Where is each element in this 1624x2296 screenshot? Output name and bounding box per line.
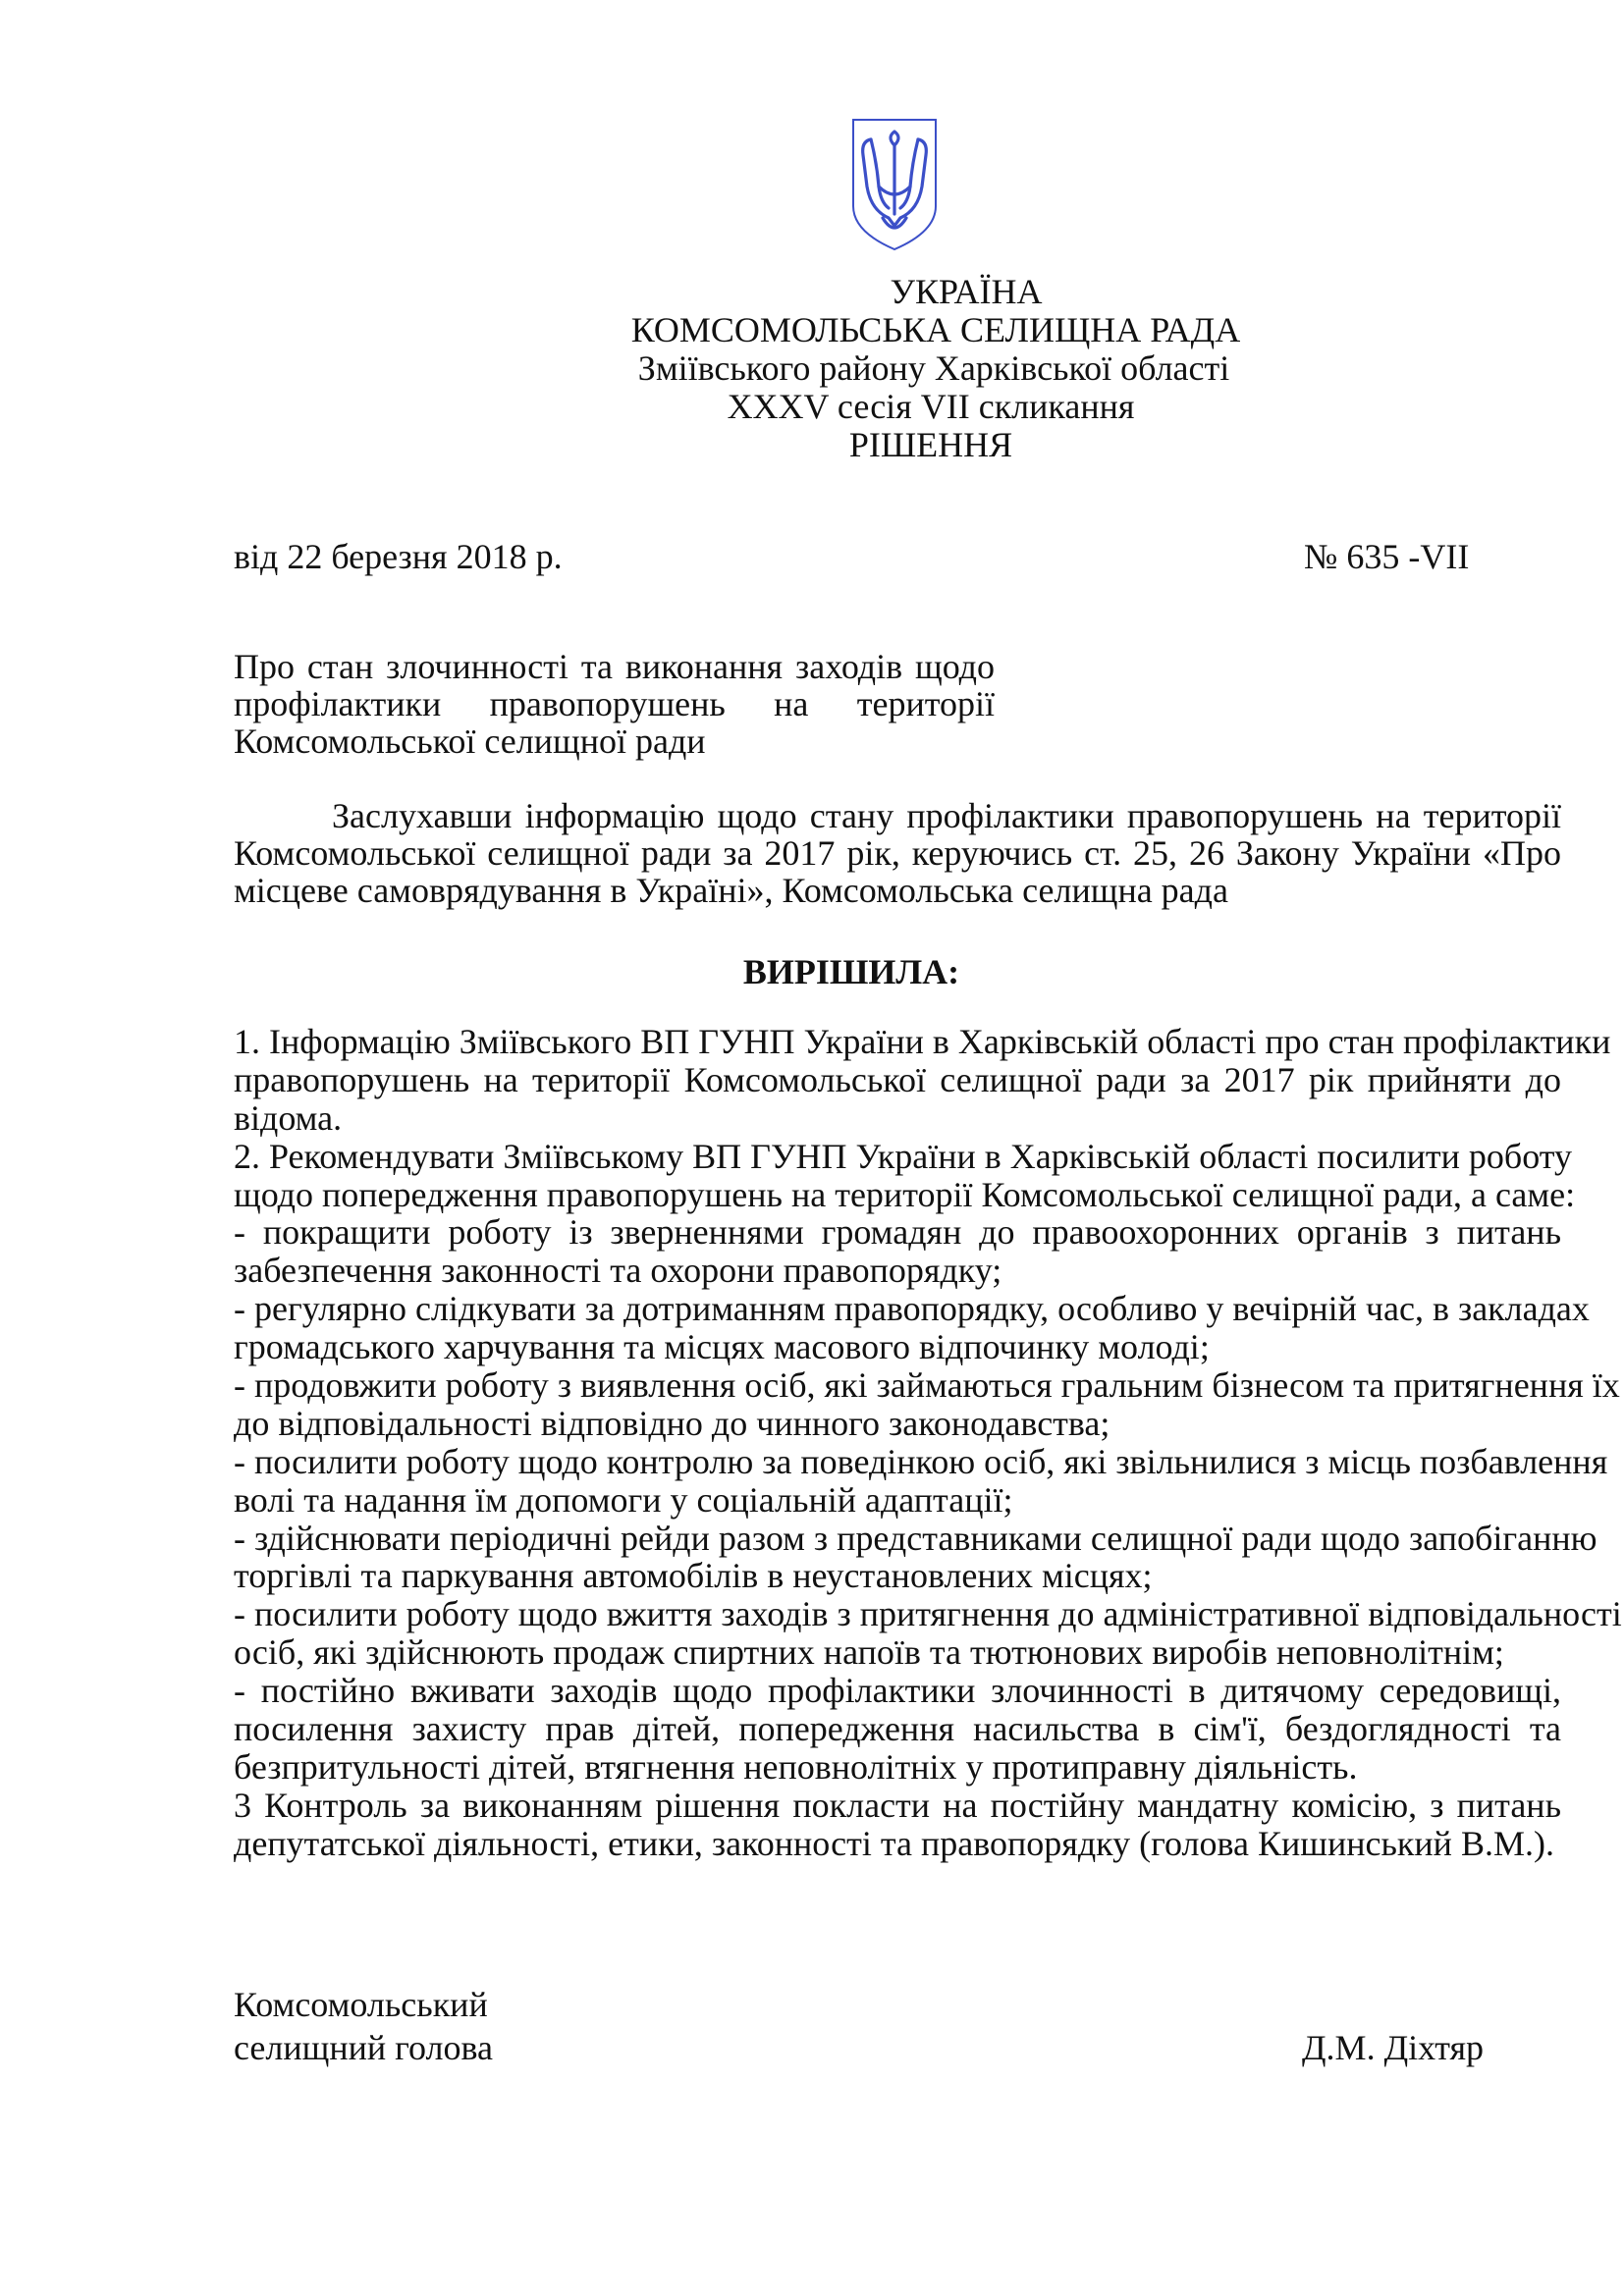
body-line: - посилити роботу щодо контролю за поведінкою осіб, які звільнилися з місць позбавлення — [234, 1441, 1608, 1481]
decision-date: від 22 березня 2018 р. — [234, 537, 563, 576]
subject-line: Про стан злочинності та виконання заходів щодо — [234, 647, 995, 686]
body-line: до відповідальності відповідно до чинного законодавства; — [234, 1403, 1110, 1443]
body-line: безпритульності дітей, втягнення неповнолітніх у протиправну діяльність. — [234, 1746, 1358, 1787]
body-line: - постійно вживати заходів щодо профілактики злочинності в дитячому середовищі, — [234, 1671, 1561, 1711]
body-line: осіб, які здійснюють продаж спиртних напоїв та тютюнових виробів неповнолітнім; — [234, 1632, 1504, 1673]
signatory-title-line: селищний голова — [234, 2028, 494, 2067]
body-line: відома. — [234, 1097, 343, 1138]
body-line: - здійснювати періодичні рейди разом з представниками селищної ради щодо запобіганню — [234, 1518, 1597, 1558]
signatory-title-line: Комсомольський — [234, 1985, 488, 2024]
decision-number: № 635 -VII — [1304, 537, 1470, 576]
decision-body — [234, 1022, 1622, 1863]
header-country: УКРАЇНА — [890, 272, 1043, 311]
body-line: 1. Інформацію Зміївського ВП ГУНП України в Харківській області про стан профілактики — [234, 1022, 1611, 1061]
body-line: громадського харчування та місцях масового відпочинку молоді; — [234, 1327, 1210, 1367]
signatory-title — [234, 1983, 493, 2069]
body-line: - посилити роботу щодо вжиття заходів з притягнення до адміністративної відповідальності — [234, 1594, 1622, 1634]
preamble-line: місцеве самоврядування в Україні», Комсомольська селищна рада — [234, 871, 1228, 910]
body-line: щодо попередження правопорушень на території Комсомольської селищної ради, а саме: — [234, 1174, 1576, 1214]
header-session: XXXV сесія VII скликання — [727, 387, 1135, 426]
trident-coat-of-arms-icon — [849, 116, 940, 253]
decision-preamble — [234, 797, 1561, 909]
header-doc-type: РІШЕННЯ — [848, 425, 1013, 464]
signatory-name: Д.М. Діхтяр — [1302, 2028, 1485, 2067]
document-header — [0, 273, 1624, 464]
preamble-line: Комсомольської селищної ради за 2017 рік, керуючись ст. 25, 26 Закону України «Про — [234, 833, 1561, 873]
preamble-line: Заслухавши інформацію щодо стану профілактики правопорушень на території — [332, 796, 1561, 835]
body-line: забезпечення законності та охорони правопорядку; — [234, 1251, 1002, 1291]
body-line: посилення захисту прав дітей, попередження насильства в сім'ї, бездоглядності та — [234, 1709, 1561, 1749]
body-line: - продовжити роботу з виявлення осіб, які займаються гральним бізнесом та притягнення їх — [234, 1365, 1620, 1406]
body-line: волі та надання їм допомоги у соціальній адаптації; — [234, 1479, 1013, 1520]
body-line: - регулярно слідкувати за дотриманням правопорядку, особливо у вечірній час, в закладах — [234, 1289, 1590, 1329]
decision-subject — [234, 648, 995, 760]
resolved-heading: ВИРІШИЛА: — [742, 952, 960, 991]
body-line: - покращити роботу із зверненнями громадян до правоохоронних органів з питань — [234, 1212, 1561, 1253]
subject-line: профілактики правопорушень на території — [234, 684, 995, 723]
body-line: 3 Контроль за виконанням рішення покласти на постійну мандатну комісію, з питань — [234, 1785, 1561, 1825]
header-council: КОМСОМОЛЬСЬКА СЕЛИЩНА РАДА — [630, 310, 1241, 349]
body-line: правопорушень на території Комсомольської селищної ради за 2017 рік прийняти до — [234, 1059, 1561, 1099]
body-line: торгівлі та паркування автомобілів в неустановлених місцях; — [234, 1556, 1153, 1596]
subject-line: Комсомольської селищної ради — [234, 721, 706, 761]
body-line: 2. Рекомендувати Зміївському ВП ГУНП України в Харківській області посилити роботу — [234, 1136, 1573, 1176]
body-line: депутатської діяльності, етики, законності та правопорядку (голова Кишинський В.М.). — [234, 1823, 1554, 1863]
header-region: Зміївського району Харківської області — [637, 348, 1230, 388]
